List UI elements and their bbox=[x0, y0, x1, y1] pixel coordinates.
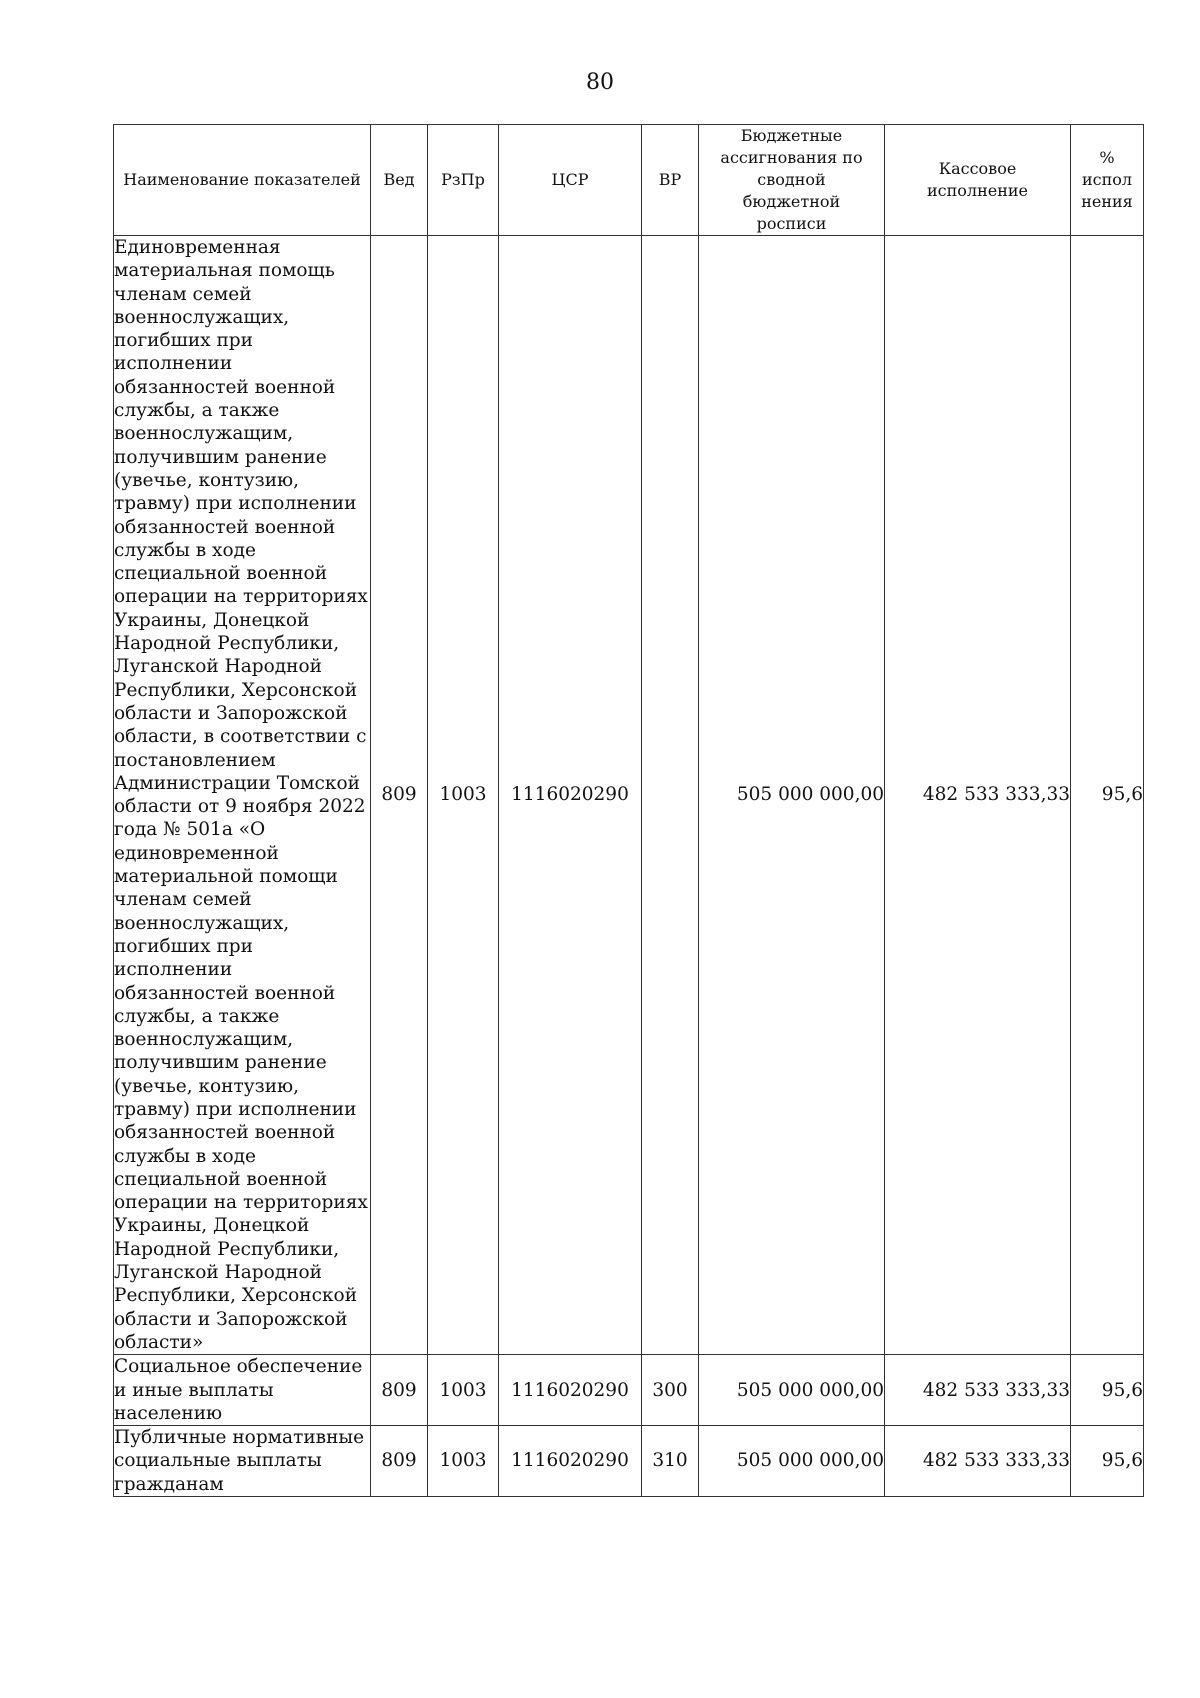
row-pct: 95,6 bbox=[1071, 236, 1144, 1355]
row-ved: 809 bbox=[371, 236, 428, 1355]
header-ved: Вед bbox=[371, 125, 428, 236]
row-name: Публичные нормативные социальные выплаты гражданам bbox=[114, 1426, 371, 1497]
row-name: Социальное обеспечение и иные выплаты населению bbox=[114, 1355, 371, 1426]
row-csr: 1116020290 bbox=[499, 236, 642, 1355]
row-csr: 1116020290 bbox=[499, 1355, 642, 1426]
header-row bbox=[114, 125, 1144, 236]
header-budget: Бюджетные ассигнования по сводной бюджетной росписи bbox=[699, 125, 885, 236]
row-pct: 95,6 bbox=[1071, 1426, 1144, 1497]
row-rzpr: 1003 bbox=[428, 1355, 499, 1426]
row-budget: 505 000 000,00 bbox=[699, 1355, 885, 1426]
row-rzpr: 1003 bbox=[428, 236, 499, 1355]
row-rzpr: 1003 bbox=[428, 1426, 499, 1497]
table-row bbox=[114, 1355, 1144, 1426]
row-csr: 1116020290 bbox=[499, 1426, 642, 1497]
row-budget: 505 000 000,00 bbox=[699, 1426, 885, 1497]
row-name: Единовременная материальная помощь членам семей военнослужащих, погибших при исполнении обязанностей военной службы, а также военнослужащим, получившим ранение (увечье, контузию, травму) при исполнении обязанностей военной службы в ходе специальной военной операции на территориях Украины, Донецкой Народной Республики, Луганской Народной Республики, Херсонской области и Запорожской области, в соответствии с постановлением Администрации Томской области от 9 ноября 2022 года № 501а «О единовременной материальной помощи членам семей военнослужащих, погибших при исполнении обязанностей военной службы, а также военнослужащим, получившим ранение (увечье, контузию, травму) при исполнении обязанностей военной службы в ходе специальной военной операции на территориях Украины, Донецкой Народной Республики, Луганской Народной Республики, Херсонской области и Запорожской области» bbox=[114, 236, 371, 1355]
row-vr: 300 bbox=[642, 1355, 699, 1426]
table-header bbox=[114, 125, 1144, 236]
row-vr bbox=[642, 236, 699, 1355]
table-row bbox=[114, 236, 1144, 1355]
page-number: 80 bbox=[586, 70, 614, 95]
table-row bbox=[114, 1426, 1144, 1497]
row-pct: 95,6 bbox=[1071, 1355, 1144, 1426]
row-cash: 482 533 333,33 bbox=[885, 236, 1071, 1355]
table-body bbox=[114, 236, 1144, 1497]
row-cash: 482 533 333,33 bbox=[885, 1426, 1071, 1497]
header-cash: Кассовое исполнение bbox=[885, 125, 1071, 236]
header-pct: % испол нения bbox=[1071, 125, 1144, 236]
row-vr: 310 bbox=[642, 1426, 699, 1497]
row-budget: 505 000 000,00 bbox=[699, 236, 885, 1355]
row-cash: 482 533 333,33 bbox=[885, 1355, 1071, 1426]
header-rzpr: РзПр bbox=[428, 125, 499, 236]
header-name: Наименование показателей bbox=[114, 125, 371, 236]
budget-execution-table bbox=[113, 124, 1144, 1497]
header-vr: ВР bbox=[642, 125, 699, 236]
header-csr: ЦСР bbox=[499, 125, 642, 236]
row-ved: 809 bbox=[371, 1426, 428, 1497]
row-ved: 809 bbox=[371, 1355, 428, 1426]
